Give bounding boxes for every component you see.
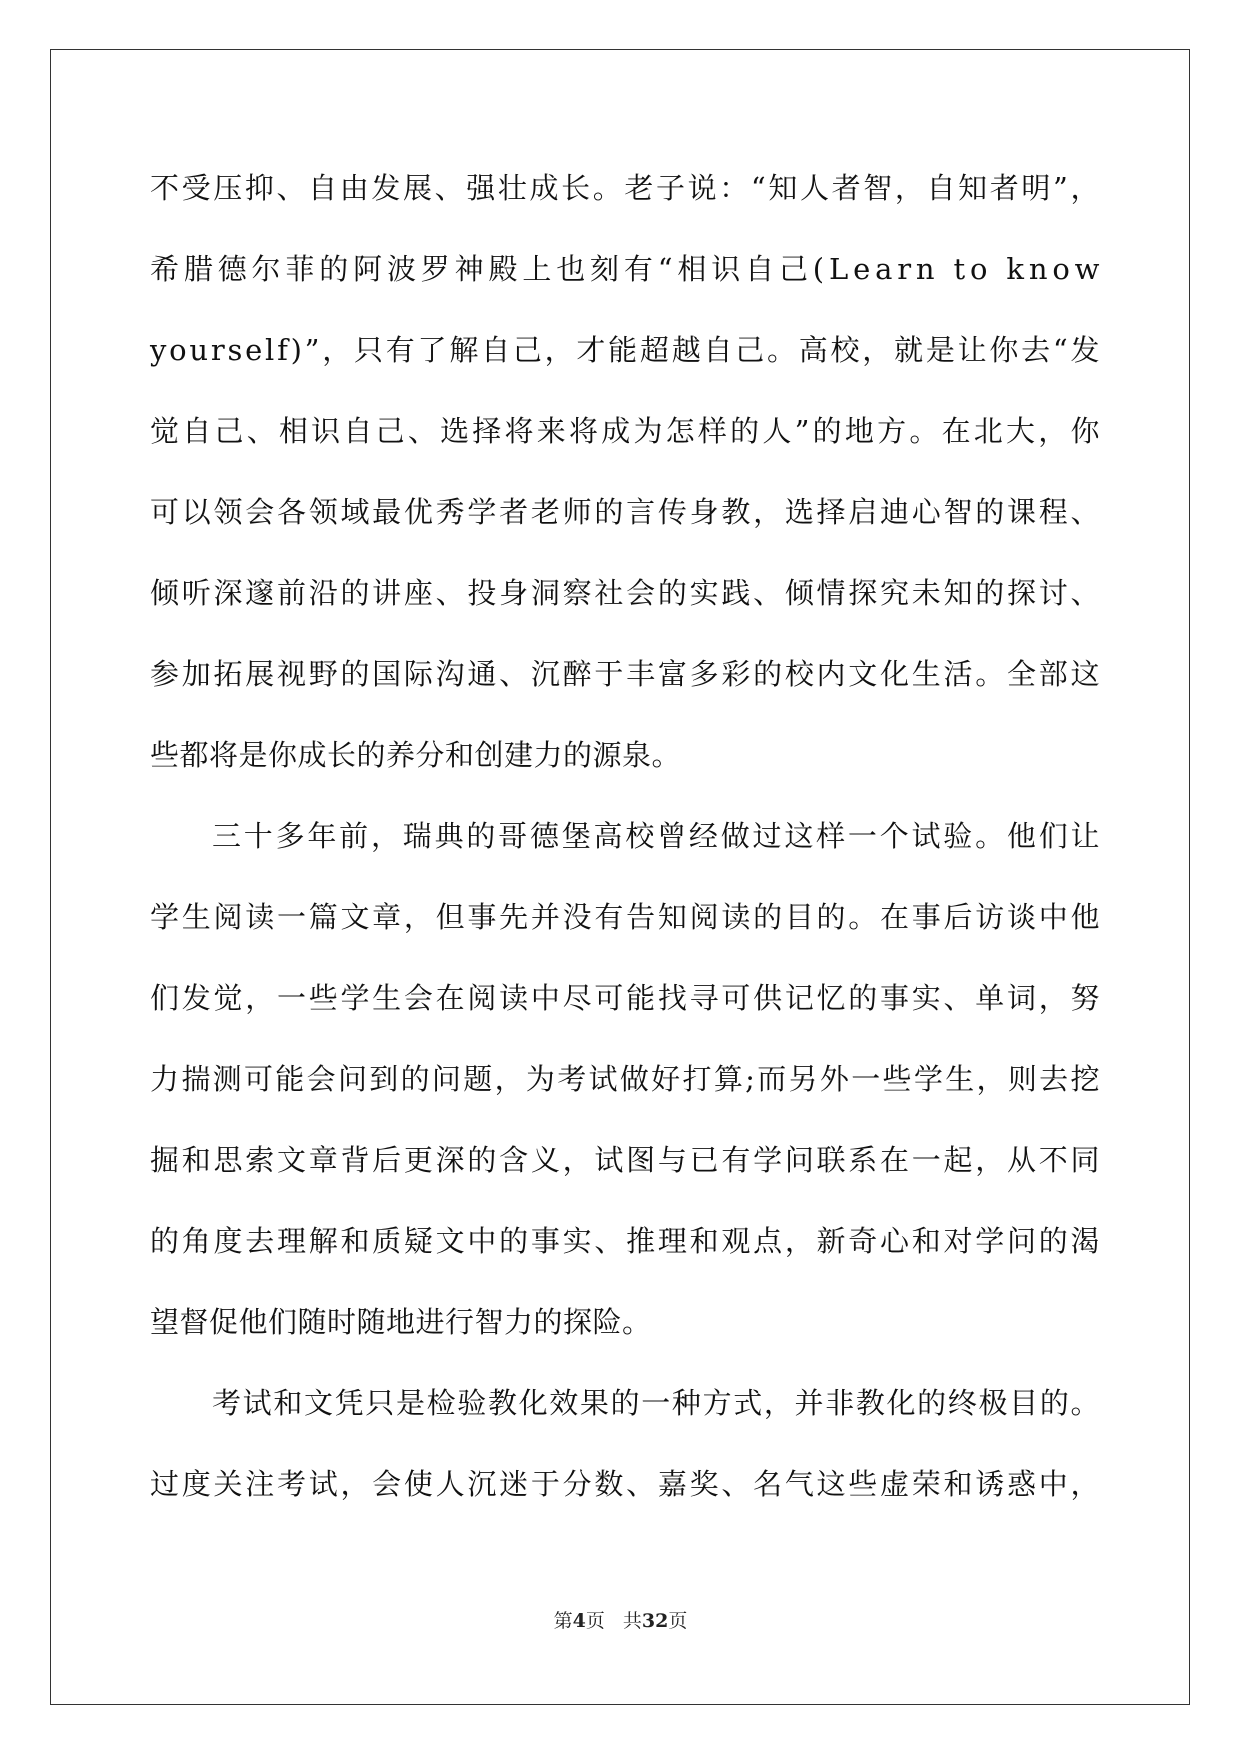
total-label-suffix: 页: [668, 1610, 688, 1632]
text-line: 过度关注考试，会使人沉迷于分数、嘉奖、名气这些虚荣和诱惑中，: [150, 1467, 1103, 1501]
text-line: 希腊德尔菲的阿波罗神殿上也刻有“相识自己(Learn to know: [150, 252, 1105, 286]
text-line: 不受压抑、自由发展、强壮成长。老子说：“知人者智，自知者明”，: [150, 171, 1103, 205]
text-line: 们发觉，一些学生会在阅读中尽可能找寻可供记忆的事实、单词，努: [150, 981, 1103, 1015]
text-line: 三十多年前，瑞典的哥德堡高校曾经做过这样一个试验。他们让: [212, 819, 1103, 853]
text-line: 力揣测可能会问到的问题，为考试做好打算;而另外一些学生，则去挖: [150, 1062, 1102, 1096]
text-line: 的角度去理解和质疑文中的事实、推理和观点，新奇心和对学问的渴: [150, 1224, 1103, 1258]
current-page-number: 4: [572, 1610, 586, 1632]
text-line: 学生阅读一篇文章，但事先并没有告知阅读的目的。在事后访谈中他: [150, 900, 1103, 934]
text-line: 些都将是你成长的养分和创建力的源泉。: [150, 738, 682, 772]
text-line: yourself)”，只有了解自己，才能超越自己。高校，就是让你去“发: [150, 333, 1103, 367]
text-line: 望督促他们随时随地进行智力的探险。: [150, 1305, 652, 1339]
page-label-suffix: 页: [585, 1610, 605, 1632]
text-line: 参加拓展视野的国际沟通、沉醉于丰富多彩的校内文化生活。全部这: [150, 657, 1103, 691]
total-label-prefix: 共: [622, 1610, 642, 1632]
text-line: 觉自己、相识自己、选择将来将成为怎样的人”的地方。在北大，你: [150, 414, 1103, 448]
text-line: 倾听深邃前沿的讲座、投身洞察社会的实践、倾情探究未知的探讨、: [150, 576, 1103, 610]
page-label-prefix: 第: [553, 1610, 573, 1632]
page-footer: [0, 1606, 1241, 1633]
total-page-number: 32: [641, 1610, 669, 1632]
text-line: 可以领会各领域最优秀学者老师的言传身教，选择启迪心智的课程、: [150, 495, 1103, 529]
text-line: 掘和思索文章背后更深的含义，试图与已有学问联系在一起，从不同: [150, 1143, 1103, 1177]
document-body: [150, 148, 1105, 1525]
text-line: 考试和文凭只是检验教化效果的一种方式，并非教化的终极目的。: [212, 1386, 1102, 1420]
